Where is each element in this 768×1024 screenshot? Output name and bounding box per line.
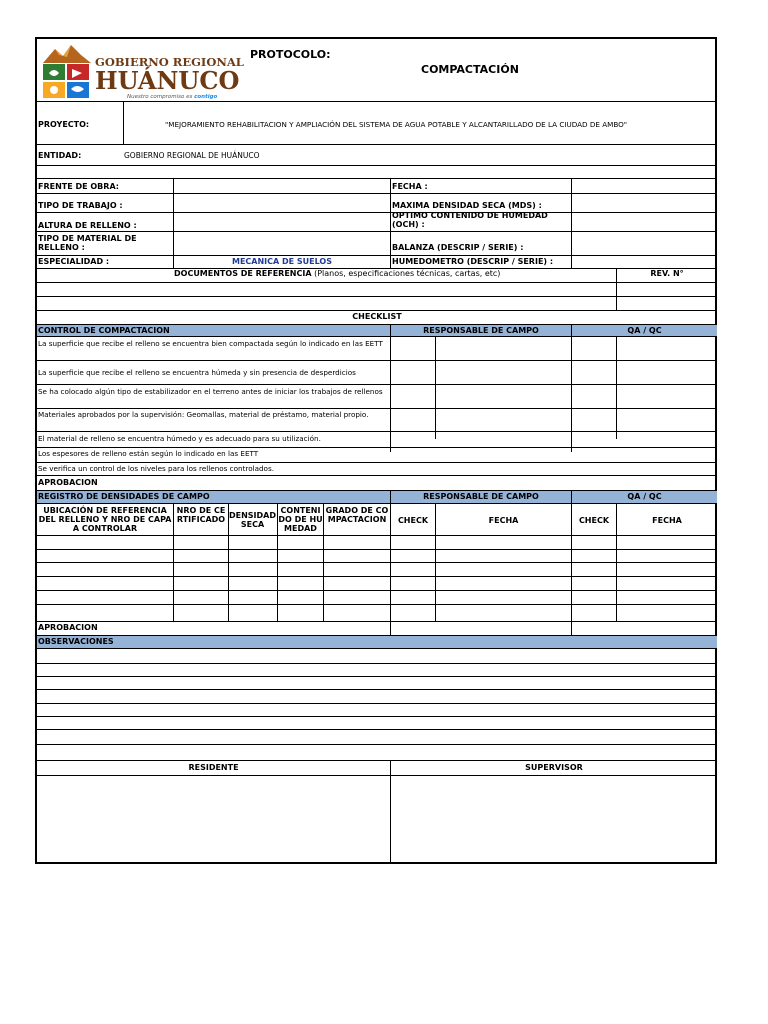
responsable-campo-label: RESPONSABLE DE CAMPO xyxy=(423,326,539,335)
col-check: CHECK xyxy=(397,516,429,525)
huanuco-emblem-icon xyxy=(41,43,93,101)
page-title: COMPACTACIÓN xyxy=(421,63,519,76)
logo-tagline: Nuestro compromiso es contigo xyxy=(127,94,218,100)
tipo-trabajo-label: TIPO DE TRABAJO : xyxy=(38,201,123,210)
col-ubicacion: UBICACIÓN DE REFERENCIA DEL RELLENO Y NRO DE CAPA A CONTROLAR xyxy=(38,506,172,533)
checklist-title: CHECKLIST xyxy=(352,312,402,321)
observaciones-band xyxy=(37,635,717,649)
entidad-value: GOBIERNO REGIONAL DE HUÁNUCO xyxy=(124,151,260,160)
checklist-item: Los espesores de relleno están según lo indicado en las EETT xyxy=(38,449,259,458)
col-contenido-humedad: CONTENIDO DE HUMEDAD xyxy=(278,506,323,533)
registro-densidades-label: REGISTRO DE DENSIDADES DE CAMPO xyxy=(38,492,210,501)
checklist-item: La superficie que recibe el relleno se encuentra bien compactada según lo indicado en las EETT xyxy=(38,339,383,348)
col-grado-compactacion: GRADO DE COMPACTACION xyxy=(325,506,389,524)
proyecto-value: "MEJORAMIENTO REHABILITACION Y AMPLIACIÓN DEL SISTEMA DE AGUA POTABLE Y ALCANTARILLADO DE LA CIUDAD DE AMBO" xyxy=(165,120,628,129)
entidad-label: ENTIDAD: xyxy=(38,151,82,160)
residente-signature-box[interactable] xyxy=(37,776,390,864)
checklist-item: La superficie que recibe el relleno se encuentra húmeda y sin presencia de desperdicios xyxy=(38,368,356,377)
observaciones-label: OBSERVACIONES xyxy=(38,637,114,646)
humedometro-label: HUMEDOMETRO (DESCRIP / SERIE) : xyxy=(392,257,554,266)
supervisor-label: SUPERVISOR xyxy=(525,763,583,772)
och-label: OPTIMO CONTENIDO DE HUMEDAD (OCH) : xyxy=(392,211,548,229)
especialidad-label: ESPECIALIDAD : xyxy=(38,257,110,266)
logo xyxy=(41,43,244,101)
rev-label: REV. N° xyxy=(650,269,684,278)
residente-label: RESIDENTE xyxy=(188,763,239,772)
altura-label: ALTURA DE RELLENO : xyxy=(38,221,137,230)
qa-qc-label: QA / QC xyxy=(627,492,662,501)
logo-line2: HUÁNUCO xyxy=(95,66,240,95)
aprobacion-label: APROBACION xyxy=(38,478,98,487)
col-nro-certificado: NRO DE CERTIFICADO xyxy=(176,506,226,524)
checklist-item: Materiales aprobados por la supervisión: Geomallas, material de préstamo, material propio. xyxy=(38,410,369,419)
especialidad-value: MECANICA DE SUELOS xyxy=(232,257,332,266)
docs-label: DOCUMENTOS DE REFERENCIA (Planos, especificaciones técnicas, cartas, etc) xyxy=(174,269,501,278)
supervisor-signature-box[interactable] xyxy=(391,776,717,864)
protocol-form xyxy=(35,37,717,864)
mds-label: MAXIMA DENSIDAD SECA (MDS) : xyxy=(392,201,542,210)
proyecto-label: PROYECTO: xyxy=(38,120,90,129)
aprobacion-label: APROBACION xyxy=(38,623,98,632)
col-check-qa: CHECK xyxy=(578,516,610,525)
fecha-label: FECHA : xyxy=(392,182,428,191)
tipo-material-label: TIPO DE MATERIAL DE RELLENO : xyxy=(38,234,137,252)
col-fecha: FECHA xyxy=(488,516,519,525)
control-compactacion-label: CONTROL DE COMPACTACION xyxy=(38,326,170,335)
checklist-item: El material de relleno se encuentra húmedo y es adecuado para su utilización. xyxy=(38,434,321,443)
col-fecha-qa: FECHA xyxy=(652,516,682,525)
col-densidad-seca: DENSIDAD SECA xyxy=(228,511,276,529)
frente-label: FRENTE DE OBRA: xyxy=(38,182,119,191)
protocolo-label: PROTOCOLO: xyxy=(250,48,331,61)
balanza-label: BALANZA (DESCRIP / SERIE) : xyxy=(392,243,524,252)
responsable-campo-label: RESPONSABLE DE CAMPO xyxy=(423,492,539,501)
checklist-item: Se ha colocado algún tipo de estabilizador en el terreno antes de iniciar los trabajos de rellenos xyxy=(38,387,383,396)
logo-line1: GOBIERNO REGIONAL xyxy=(95,55,244,69)
checklist-item: Se verifica un control de los niveles para los rellenos controlados. xyxy=(38,464,274,473)
qa-qc-label: QA / QC xyxy=(627,326,662,335)
